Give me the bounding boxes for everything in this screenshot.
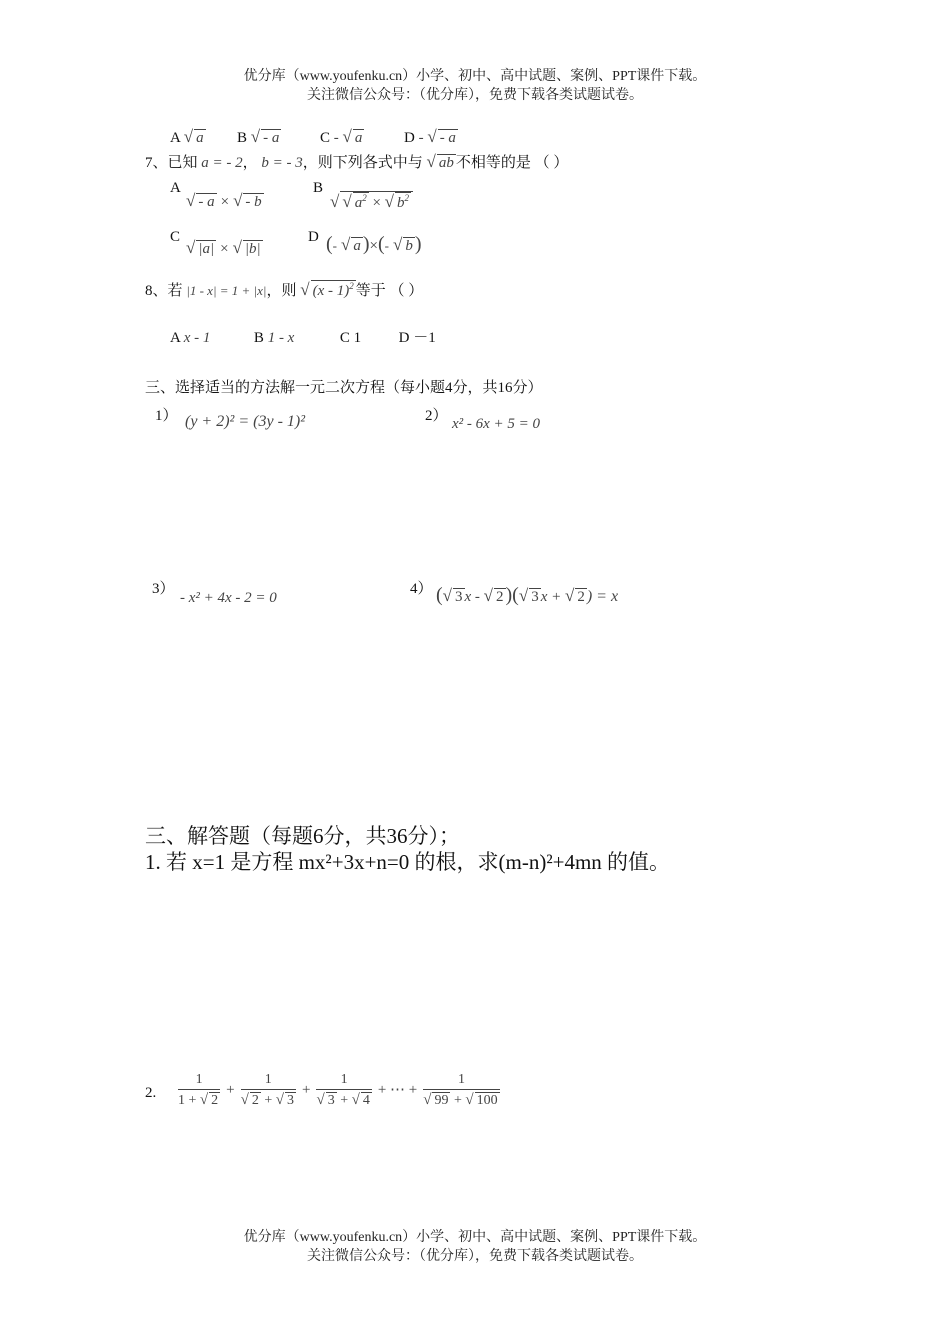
problem-2-equation: x² - 6x + 5 = 0 bbox=[452, 416, 541, 432]
radical-sign: √ bbox=[342, 127, 352, 146]
q6-option-b: B √ - a bbox=[237, 127, 280, 146]
header-line-2: 关注微信公众号：（优分库），免费下载各类试题试卷。 bbox=[307, 88, 643, 103]
problem-1-equation: (y + 2)² = (3y - 1)² bbox=[185, 413, 306, 430]
problem-4-number: 4） bbox=[410, 581, 433, 597]
radical-sign: √ bbox=[250, 127, 261, 146]
problem-2-number: 2） bbox=[425, 408, 448, 424]
footer-line-1: 优分库（www.youfenku.cn）小学、初中、高中试题、案例、PPT课件下载。 bbox=[243, 1230, 707, 1245]
radical-sign: √ bbox=[183, 127, 194, 146]
question-7: 7、已知 a = - 2， b = - 3，则下列各式中与 √ ab 不相等的是 （ ） bbox=[145, 152, 569, 171]
footer-line-2: 关注微信公众号：（优分库），免费下载各类试题试卷。 bbox=[307, 1249, 643, 1264]
answer-question-1: 1. 若 x=1 是方程 mx²+3x+n=0 的根，求(m-n)²+4mn 的值。 bbox=[145, 850, 671, 874]
fraction-4: $\frac{1}{√ 99 + √ 100}$ bbox=[423, 1072, 498, 1108]
problem-3-number: 3） bbox=[152, 581, 175, 597]
q7-option-b: √ √ $a^2$ × √ $b^2$ bbox=[330, 191, 413, 212]
section-4-title: 三、解答题（每题6分，共36分）； bbox=[145, 824, 460, 848]
q8-options: A x - 1 B 1 - x C 1 D －1 bbox=[170, 330, 436, 346]
problem-3-equation: - x² + 4x - 2 = 0 bbox=[180, 590, 277, 606]
header-line-1: 优分库（www.youfenku.cn）小学、初中、高中试题、案例、PPT课件下载。 bbox=[243, 69, 707, 84]
fraction-1: $\frac{1}{1 + √ 2}$ bbox=[178, 1072, 219, 1108]
q7-option-a-label: A bbox=[170, 180, 181, 196]
q7-option-d: (- √ a )×(- √ b ) bbox=[326, 233, 422, 255]
radical-sign: √ bbox=[427, 127, 437, 146]
fraction-3: $\frac{1}{√ 3 + √ 4}$ bbox=[316, 1072, 370, 1108]
problem-1-number: 1） bbox=[155, 408, 178, 424]
section-3-title: 三、选择适当的方法解一元二次方程（每小题4分，共16分） bbox=[145, 380, 543, 396]
answer-question-2-expression: $\frac{1}{1 + √ 2}$ + $\frac{1}{√ 2 + √ 3}$ + $\frac{1}{√ 3 + √ 4}$ + ⋯ + $\frac{1}{√ 99 + √ 100}$ bbox=[178, 1072, 498, 1108]
q7-option-a: √ - a × √ - b bbox=[186, 191, 262, 210]
q7-option-c-label: C bbox=[170, 229, 181, 245]
problem-4-equation: (√ 3 x - √ 2 )(√ 3 x + √ 2 ) = x bbox=[436, 584, 619, 606]
q6-option-d: D - √ - a bbox=[404, 127, 456, 146]
fraction-2: $\frac{1}{√ 2 + √ 3}$ bbox=[240, 1072, 294, 1108]
answer-question-2-number: 2. bbox=[145, 1085, 157, 1101]
radical-sign: √ bbox=[426, 152, 436, 171]
q7-option-d-label: D bbox=[308, 229, 319, 245]
q7-option-b-label: B bbox=[313, 180, 324, 196]
q6-option-a: A √ a bbox=[170, 127, 204, 146]
q6-option-c: C - √ a bbox=[320, 127, 363, 146]
q7-option-c: √ |a| × √ |b| bbox=[186, 238, 261, 257]
question-8: 8、若 |1 - x| = 1 + |x|，则 √ (x - 1)$^2$ 等于 （ ） bbox=[145, 280, 424, 299]
